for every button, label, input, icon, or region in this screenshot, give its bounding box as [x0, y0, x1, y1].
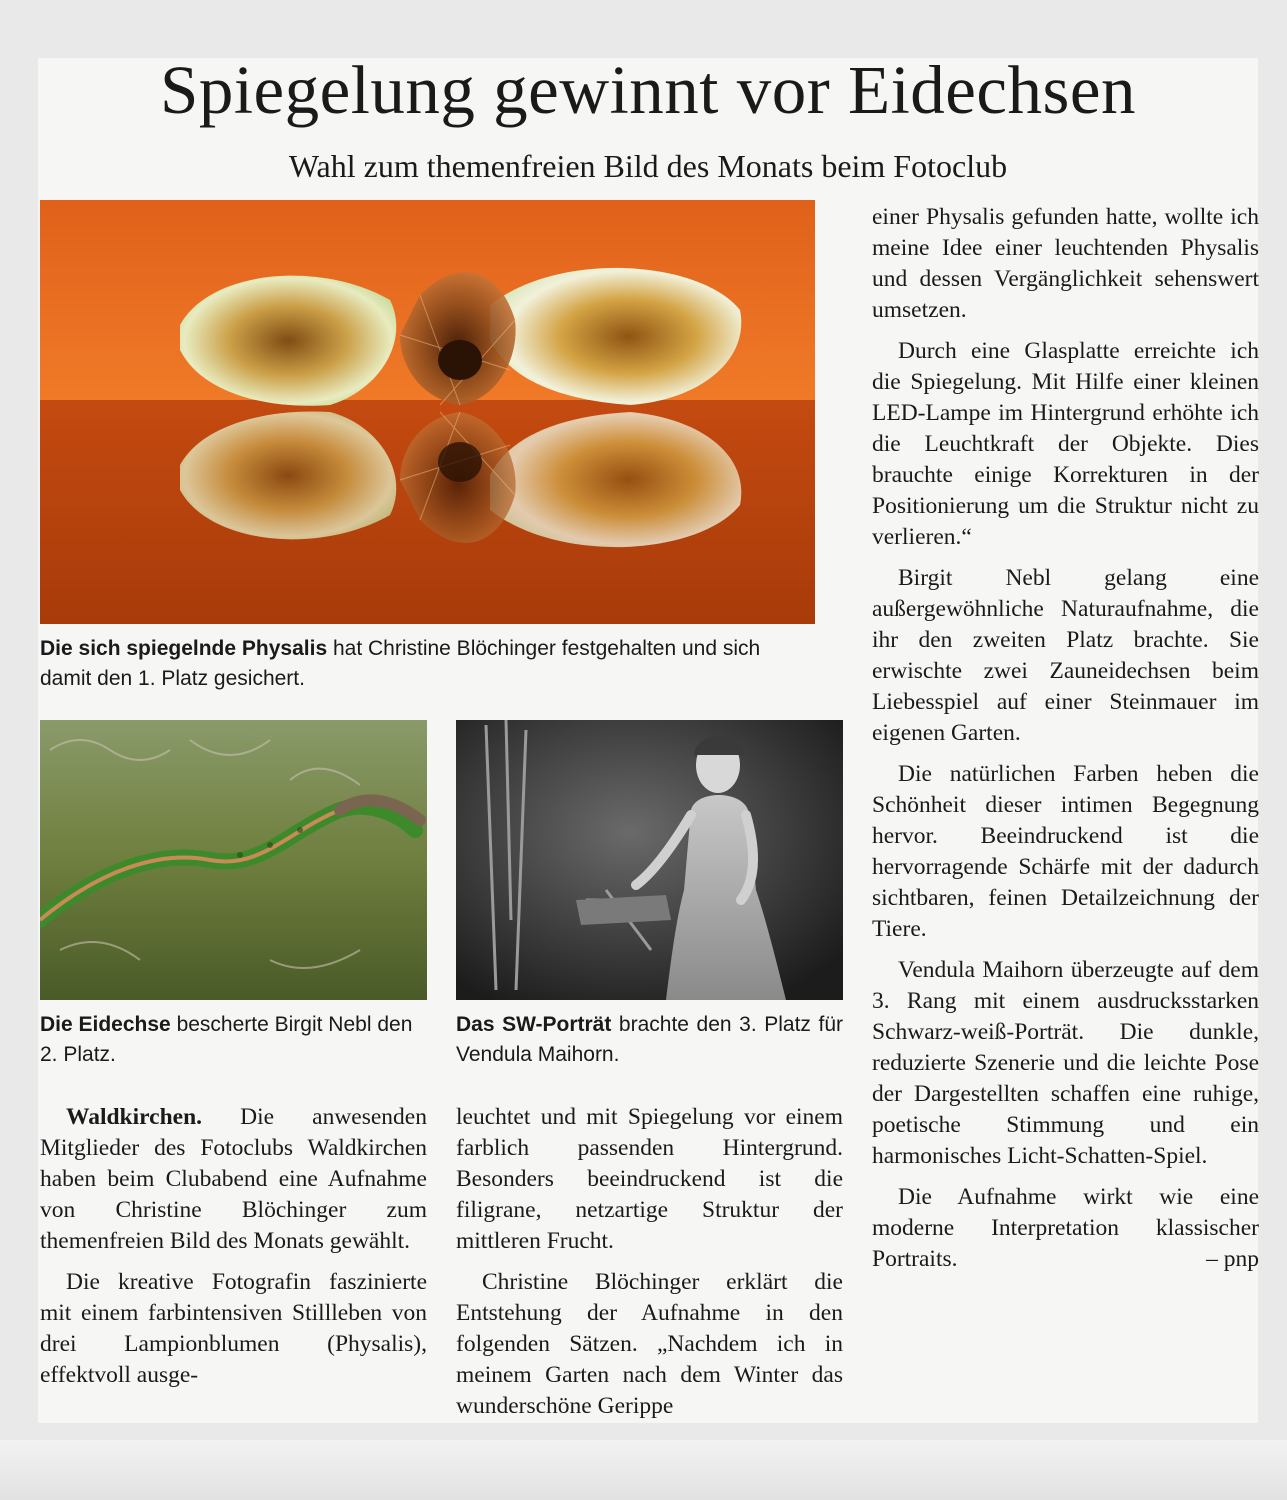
article-column-3: [872, 202, 1259, 1275]
article-col3-p1: einer Physalis gefunden hatte, wollte ich meine Idee einer leuchtenden Physalis und dessen Vergänglichkeit sehenswert umsetzen.: [872, 204, 1259, 323]
article-col3-p3: Birgit Nebl gelang eine außergewöhnliche Naturaufnahme, die ihr den zweiten Platz brachte. Sie erwischte zwei Zauneidechsen beim Liebesspiel auf einer Steinmauer im eigenen Garten.: [872, 565, 1259, 746]
physalis-photo: [40, 200, 815, 624]
portrait-caption-text: brachte den 3. Platz für Vendula Maihorn.: [456, 1013, 843, 1066]
physalis-caption: [40, 634, 815, 694]
article-col3-p2: Durch eine Glasplatte erreichte ich die Spiegelung. Mit Hilfe einer kleinen LED-Lampe im Hintergrund erhöhte ich die Leuchtkraft der Objekte. Dies brauchte einige Korrekturen in der Positionierung um die Struktur nicht zu verlieren.“: [872, 338, 1259, 550]
lizard-caption: [40, 1010, 427, 1070]
article-col2-p1: leuchtet und mit Spiegelung vor einem farblich passenden Hintergrund. Besonders beeindruckend ist die filigrane, netzartige Struktur der mittleren Frucht.: [456, 1104, 843, 1254]
lizard-caption-text: bescherte Birgit Nebl den 2. Platz.: [40, 1013, 413, 1066]
article-col1-p2: Die kreative Fotografin faszinierte mit einem farbintensiven Stillleben von drei Lampionblumen (Physalis), effektvoll ausge-: [40, 1269, 427, 1388]
headline: Spiegelung gewinnt vor Eidechsen: [159, 52, 1137, 128]
portrait-caption-bold: Das SW-Porträt: [456, 1013, 612, 1036]
article-col1-p1: Die anwesenden Mitglieder des Fotoclubs Waldkirchen haben beim Clubabend eine Aufnahme von Christine Blöchinger zum themenfreien Bild des Monats gewählt.: [40, 1104, 427, 1254]
article-signature: – pnp: [1206, 1246, 1259, 1272]
article-col3-p6: Die Aufnahme wirkt wie eine moderne Interpretation klassischer Portraits.: [872, 1184, 1259, 1272]
article-column-1: [40, 1102, 427, 1391]
article-col3-p4: Die natürlichen Farben heben die Schönheit dieser intimen Begegnung hervor. Beeindruckend ist die hervorragende Schärfe mit der dadurch sichtbaren, feinen Detailzeichnung der Tiere.: [872, 761, 1259, 942]
article-dateline: Waldkirchen.: [66, 1104, 203, 1130]
subheadline: Wahl zum themenfreien Bild des Monats beim Fotoclub: [288, 148, 1008, 184]
article-column-2: [456, 1102, 843, 1422]
physalis-caption-bold: Die sich spiegelnde Physalis: [40, 637, 328, 660]
lizard-caption-bold: Die Eidechse: [40, 1013, 171, 1036]
bottom-bar: [0, 1440, 1287, 1500]
portrait-photo: [456, 720, 843, 1000]
article-col3-p5: Vendula Maihorn überzeugte auf dem 3. Rang mit einem ausdrucksstarken Schwarz-weiß-Porträt. Die dunkle, reduzierte Szenerie und die leichte Pose der Dargestellten schaffen eine ruhige, poetische Stimmung und ein harmonisches Licht-Schatten-Spiel.: [872, 957, 1259, 1169]
article-col2-p2: Christine Blöchinger erklärt die Entstehung der Aufnahme in den folgenden Sätzen. „Nachdem ich in meinem Garten nach dem Winter das wunderschöne Gerippe: [456, 1269, 843, 1419]
portrait-caption: [456, 1010, 843, 1070]
physalis-caption-text: hat Christine Blöchinger festgehalten und sich damit den 1. Platz gesichert.: [40, 637, 761, 690]
lizard-photo: [40, 720, 427, 1000]
